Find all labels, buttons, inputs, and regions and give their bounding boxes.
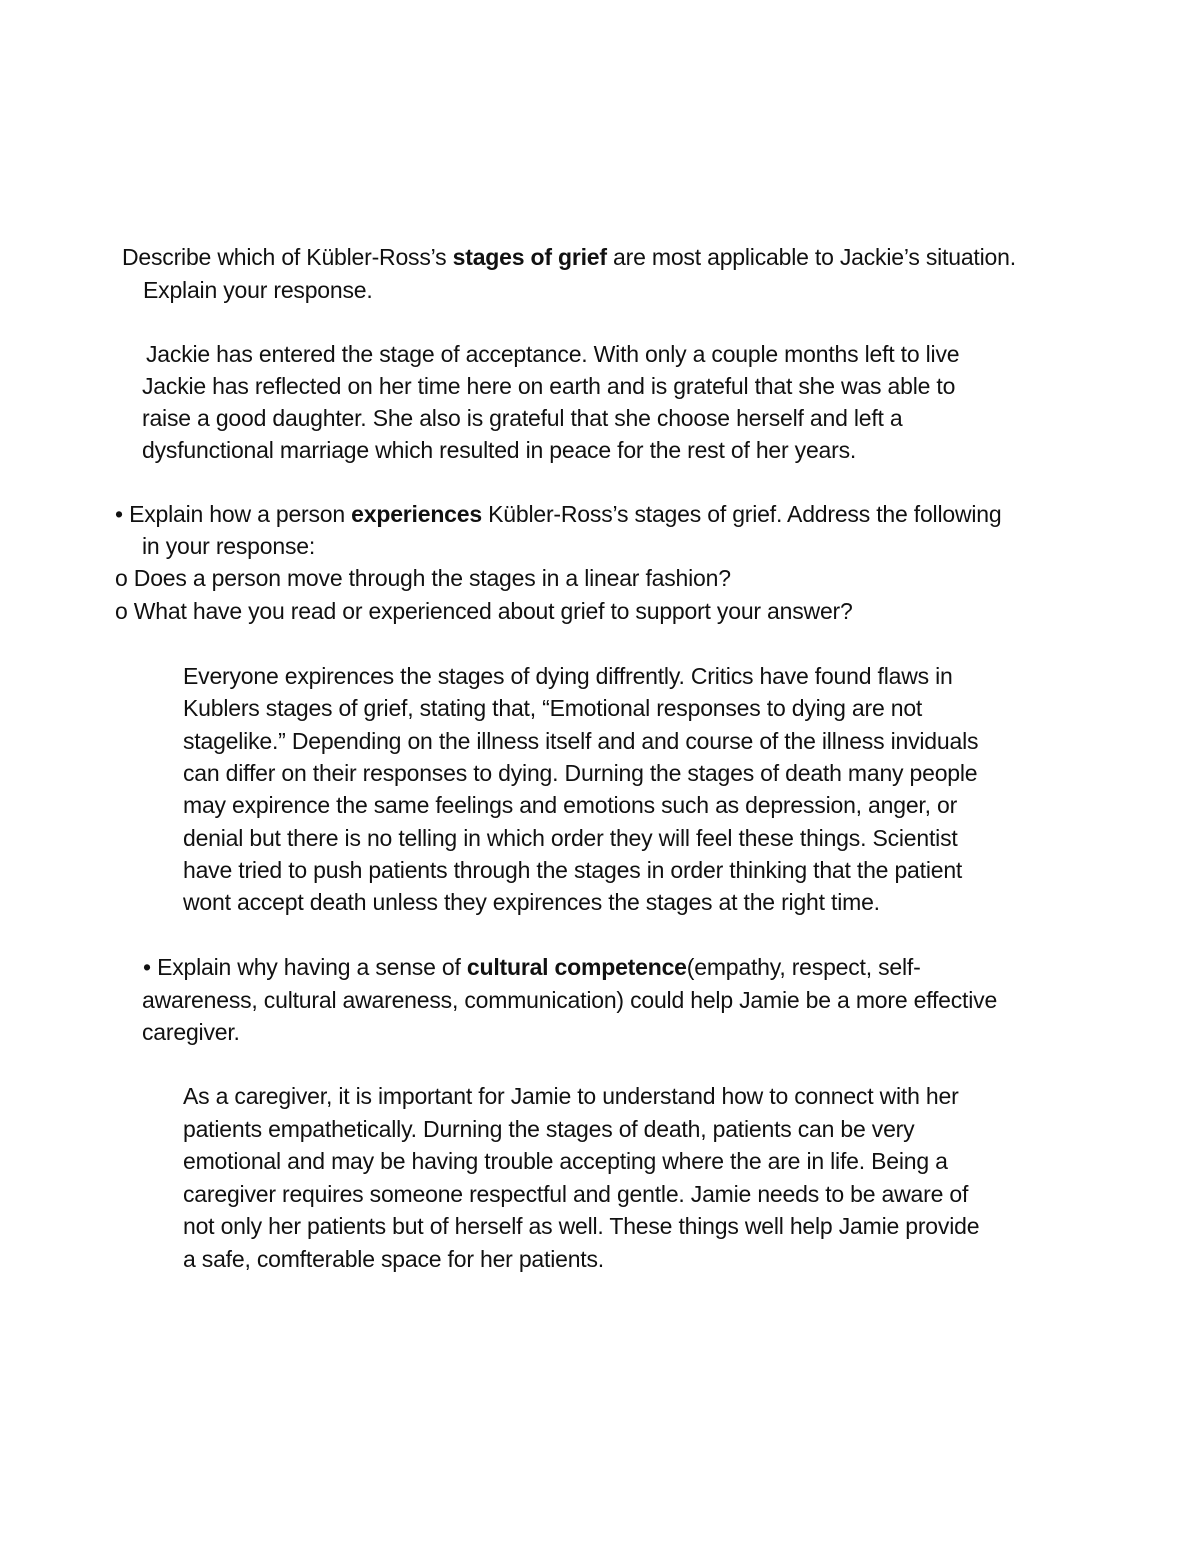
answer-2-line-8: wont accept death unless they expirences the stages at the right time. xyxy=(183,889,880,915)
question-3-text-post: (empathy, respect, self- xyxy=(686,954,921,980)
question-2-text-pre: Explain how a person xyxy=(129,501,352,527)
answer-3-line-3: emotional and may be having trouble accepting where the are in life. Being a xyxy=(183,1148,948,1174)
answer-2-line-6: denial but there is no telling in which order they will feel these things. Scientist xyxy=(183,825,958,851)
answer-2-line-4: can differ on their responses to dying. Durning the stages of death many people xyxy=(183,760,978,786)
answer-2-line-2: Kublers stages of grief, stating that, “Emotional responses to dying are not xyxy=(183,695,923,721)
answer-3-line-6: a safe, comfterable space for her patients. xyxy=(183,1246,604,1272)
question-3-emphasis: cultural competence xyxy=(466,954,687,980)
question-1-text-post: are most applicable to Jackie’s situation. xyxy=(606,244,1016,270)
question-2-subitem-2-text: What have you read or experienced about grief to support your answer? xyxy=(133,598,853,624)
answer-1-line-1: Jackie has entered the stage of acceptance. With only a couple months left to live xyxy=(146,341,960,367)
question-3-line-2: awareness, cultural awareness, communication) could help Jamie be a more effective xyxy=(142,987,998,1013)
answer-3-line-2: patients empathetically. Durning the stages of death, patients can be very xyxy=(183,1116,915,1142)
question-3-line-1 xyxy=(143,951,921,983)
question-2-subitem-1-text: Does a person move through the stages in a linear fashion? xyxy=(133,565,731,591)
answer-2-line-1: Everyone expirences the stages of dying diffrently. Critics have found flaws in xyxy=(183,663,953,689)
question-3-line-3: caregiver. xyxy=(142,1019,240,1045)
question-2-emphasis: experiences xyxy=(351,501,482,527)
question-2-line-2: in your response: xyxy=(142,533,316,559)
answer-3-line-4: caregiver requires someone respectful and gentle. Jamie needs to be aware of xyxy=(183,1181,969,1207)
answer-2-line-7: have tried to push patients through the stages in order thinking that the patient xyxy=(183,857,963,883)
question-1-emphasis: stages of grief xyxy=(452,244,607,270)
answer-3-line-5: not only her patients but of herself as well. These things well help Jamie provide xyxy=(183,1213,980,1239)
subitem-marker: o xyxy=(115,565,128,591)
answer-1-line-4: dysfunctional marriage which resulted in peace for the rest of her years. xyxy=(142,437,857,463)
question-2-line-1 xyxy=(115,498,1001,530)
question-2-text-post: Kübler-Ross’s stages of grief. Address the following xyxy=(481,501,1002,527)
answer-2-line-3: stagelike.” Depending on the illness itself and and course of the illness inviduals xyxy=(183,728,979,754)
question-1-line-2: Explain your response. xyxy=(143,277,373,303)
question-1-line-1 xyxy=(122,241,1016,273)
question-1-text-pre: Describe which of Kübler-Ross’s xyxy=(122,244,453,270)
answer-2-line-5: may expirence the same feelings and emotions such as depression, anger, or xyxy=(183,792,958,818)
question-3-text-pre: Explain why having a sense of xyxy=(157,954,467,980)
question-2-subitem-2 xyxy=(115,595,853,627)
bullet-marker: • xyxy=(115,501,123,527)
answer-1-line-3: raise a good daughter. She also is grateful that she choose herself and left a xyxy=(142,405,903,431)
answer-3-line-1: As a caregiver, it is important for Jamie to understand how to connect with her xyxy=(183,1083,959,1109)
answer-1-line-2: Jackie has reflected on her time here on earth and is grateful that she was able to xyxy=(142,373,956,399)
question-2-subitem-1 xyxy=(115,562,731,594)
bullet-marker: • xyxy=(143,954,151,980)
subitem-marker: o xyxy=(115,598,128,624)
